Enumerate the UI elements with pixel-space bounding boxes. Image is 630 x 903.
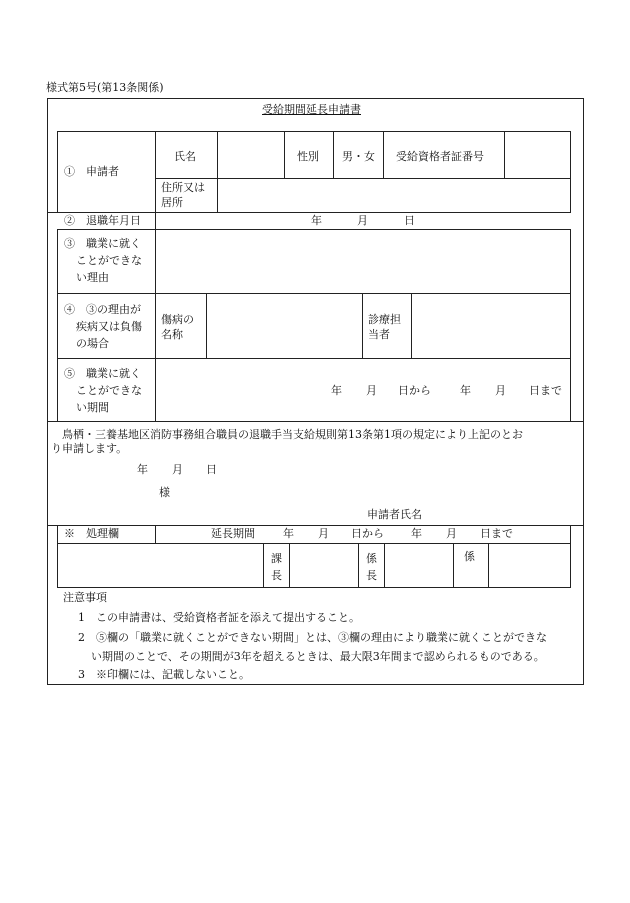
rule	[57, 131, 571, 132]
doctor-field[interactable]	[412, 294, 570, 358]
rule	[570, 525, 571, 588]
address-label-2: 居所	[161, 196, 183, 209]
period-label-3: い期間	[76, 401, 109, 414]
reason-label-1: ③ 職業に就く	[64, 237, 141, 250]
doctor-label-2: 当者	[368, 328, 390, 341]
rule	[383, 131, 384, 179]
reason-label-3: い理由	[76, 271, 109, 284]
retirement-day: 日	[404, 214, 415, 227]
subchief-label-1: 係	[366, 552, 377, 565]
period-year2: 年	[460, 384, 471, 397]
retirement-month: 月	[357, 214, 368, 227]
rule	[57, 131, 58, 213]
processing-year2: 年	[411, 527, 422, 540]
applicant-name-field[interactable]	[430, 505, 570, 523]
note-2-line2: い期間のことで、その期間が3年を超えるときは、最大限3年間まで認められるものである。	[91, 650, 545, 663]
chief-label-2: 長	[271, 569, 282, 582]
name-label: 氏名	[174, 150, 196, 163]
staff-stamp-box[interactable]	[489, 544, 570, 587]
period-month2: 月	[495, 384, 506, 397]
note-1: 1 この申請書は、受給資格者証を添えて提出すること。	[78, 611, 360, 624]
frame-bottom	[47, 684, 584, 685]
processing-day-from: 日から	[351, 527, 384, 540]
applicant-label: ① 申請者	[64, 165, 119, 178]
applicant-name-label: 申請者氏名	[367, 508, 422, 521]
rule	[333, 131, 334, 179]
period-label-1: ⑤ 職業に就く	[64, 367, 141, 380]
subchief-label-2: 長	[366, 569, 377, 582]
processing-day-to: 日まで	[480, 527, 513, 540]
processing-month1: 月	[318, 527, 329, 540]
chief-stamp-box[interactable]	[290, 544, 358, 587]
illness-label-1: ④ ③の理由が	[64, 303, 141, 316]
rule	[155, 525, 156, 544]
rule	[57, 587, 571, 588]
chief-label-1: 課	[271, 552, 282, 565]
processing-month2: 月	[446, 527, 457, 540]
declaration-year: 年	[137, 463, 148, 476]
retirement-year: 年	[311, 214, 322, 227]
address-label-1: 住所又は	[161, 181, 205, 194]
form-title: 受給期間延長申請書	[262, 103, 361, 116]
rule	[570, 229, 571, 422]
cert-number-label: 受給資格者証番号	[396, 150, 484, 163]
rule	[284, 131, 285, 179]
subchief-stamp-box[interactable]	[385, 544, 453, 587]
name-field[interactable]	[218, 132, 284, 178]
rule	[570, 131, 571, 213]
processing-label: ※ 処理欄	[64, 527, 119, 540]
rule	[263, 543, 264, 588]
reason-field[interactable]	[156, 230, 570, 293]
form-number: 様式第5号(第13条関係)	[46, 81, 164, 94]
rule	[362, 293, 363, 359]
retirement-label: ② 退職年月日	[64, 214, 141, 227]
doctor-label-1: 診療担	[368, 313, 401, 326]
rule	[57, 229, 58, 422]
rule	[453, 543, 454, 588]
illness-name-label-1: 傷病の	[161, 313, 194, 326]
declaration-month: 月	[172, 463, 183, 476]
period-month1: 月	[366, 384, 377, 397]
rule	[47, 421, 584, 422]
gender-choice[interactable]: 男・女	[342, 150, 375, 163]
note-3: 3 ※印欄には、記載しないこと。	[78, 668, 250, 681]
period-field[interactable]	[156, 359, 570, 421]
declaration-line2: り申請します。	[51, 442, 128, 455]
illness-name-label-2: 名称	[161, 328, 183, 341]
notes-heading: 注意事項	[63, 591, 107, 604]
addressee-suffix: 様	[159, 486, 170, 499]
processing-year1: 年	[283, 527, 294, 540]
illness-name-field[interactable]	[207, 294, 362, 358]
illness-label-3: の場合	[76, 337, 109, 350]
extension-label: 延長期間	[211, 527, 255, 540]
frame-top	[47, 98, 584, 99]
address-field[interactable]	[218, 179, 570, 212]
note-2-line1: 2 ⑤欄の「職業に就くことができない期間」とは、③欄の理由により職業に就くことができな	[78, 631, 547, 644]
period-day-to: 日まで	[529, 384, 562, 397]
rule	[358, 543, 359, 588]
period-day-from: 日から	[398, 384, 431, 397]
illness-label-2: 疾病又は負傷	[76, 320, 142, 333]
staff-label: 係	[464, 550, 475, 563]
rule	[47, 525, 584, 526]
declaration-line1: 鳥栖・三養基地区消防事務組合職員の退職手当支給規則第13条第1項の規定により上記のとお	[62, 428, 523, 441]
frame-right	[583, 98, 584, 685]
period-year1: 年	[331, 384, 342, 397]
reason-label-2: ことができな	[76, 254, 142, 267]
declaration-day: 日	[206, 463, 217, 476]
period-label-2: ことができな	[76, 384, 142, 397]
cert-number-field[interactable]	[505, 132, 570, 178]
gender-label: 性別	[297, 150, 319, 163]
rule	[57, 525, 58, 588]
frame-left	[47, 98, 48, 685]
